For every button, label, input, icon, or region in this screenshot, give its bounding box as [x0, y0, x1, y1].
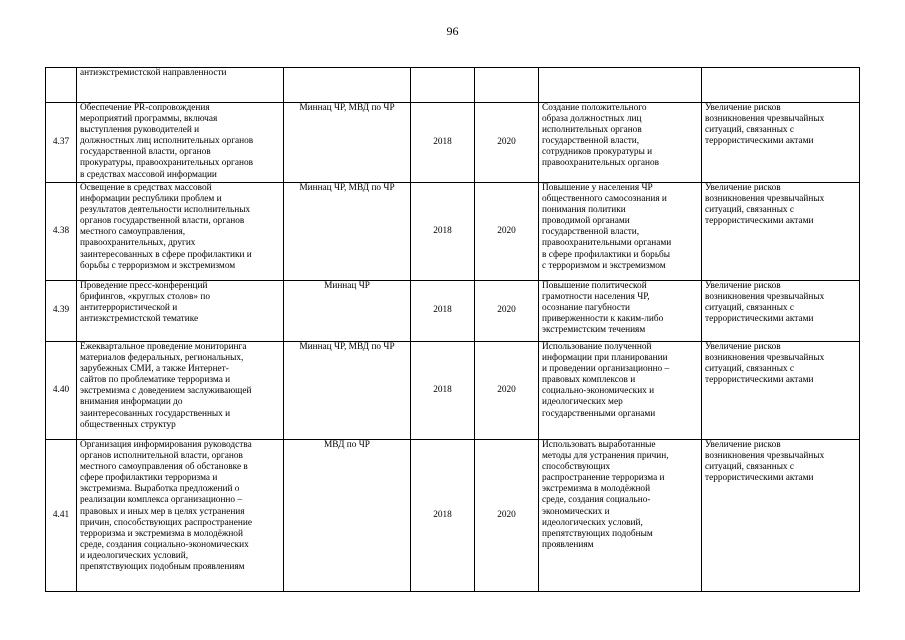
result-cell: [539, 68, 702, 103]
risk-cell: Увеличение рисков возникновения чрезвычайных ситуаций, связанных с террористическими актами: [702, 281, 860, 342]
item-number: 4.40: [46, 342, 77, 440]
start-year-cell: 2018: [411, 342, 475, 440]
action-cell: Освещение в средствах массовой информации республики проблем и результатов деятельности исполнительных органов государственной власти, органов местного самоуправления, правоохранительных, других заинтересованных в сфере профилактики и борьбы с терроризмом и экстремизмом: [77, 183, 284, 281]
risk-cell: Увеличение рисков возникновения чрезвычайных ситуаций, связанных с террористическими актами: [702, 342, 860, 440]
risk-cell: Увеличение рисков возникновения чрезвычайных ситуаций, связанных с террористическими актами: [702, 440, 860, 592]
action-cell: Ежеквартальное проведение мониторинга материалов федеральных, региональных, зарубежных СМИ, а также Интернет- сайтов по проблематике терроризма и экстремизма с доведением заслуживающей внимания информации до заинтересованных государственных и общественных структур: [77, 342, 284, 440]
start-year-cell: 2018: [411, 103, 475, 183]
table-row: [46, 183, 860, 281]
risk-cell: Увеличение рисков возникновения чрезвычайных ситуаций, связанных с террористическими актами: [702, 183, 860, 281]
table-row: [46, 281, 860, 342]
start-year-cell: 2018: [411, 281, 475, 342]
item-number: 4.39: [46, 281, 77, 342]
risk-cell: [702, 68, 860, 103]
start-year-cell: [411, 68, 475, 103]
result-cell: Использовать выработанные методы для устранения причин, способствующих распространение терроризма и экстремизма в молодёжной среде, создания социально- экономических и идеологических условий, препятствующих подобным проявлениям: [539, 440, 702, 592]
result-cell: Использование полученной информации при планировании и проведении организационно – правовых комплексов и социально-экономических и идеологических мер государственными органами: [539, 342, 702, 440]
executor-cell: Миннац ЧР, МВД по ЧР: [284, 183, 411, 281]
end-year-cell: [475, 68, 539, 103]
table-row: [46, 342, 860, 440]
start-year-cell: 2018: [411, 183, 475, 281]
executor-cell: [284, 68, 411, 103]
risk-cell: Увеличение рисков возникновения чрезвычайных ситуаций, связанных с террористическими актами: [702, 103, 860, 183]
item-number: 4.37: [46, 103, 77, 183]
start-year-cell: 2018: [411, 440, 475, 592]
end-year-cell: 2020: [475, 281, 539, 342]
end-year-cell: 2020: [475, 103, 539, 183]
end-year-cell: 2020: [475, 183, 539, 281]
executor-cell: Миннац ЧР, МВД по ЧР: [284, 342, 411, 440]
page-number: 96: [446, 24, 459, 38]
executor-cell: МВД по ЧР: [284, 440, 411, 592]
result-cell: Повышение политической грамотности населения ЧР, осознание пагубности приверженности к каким-либо экстремистским течениям: [539, 281, 702, 342]
action-cell: антиэкстремистской направленности: [77, 68, 284, 103]
table-row: [46, 68, 860, 103]
action-cell: Проведение пресс-конференций брифингов, «круглых столов» по антитеррористической и антиэкстремистской тематике: [77, 281, 284, 342]
action-cell: Обеспечение PR-сопровождения мероприятий программы, включая выступления руководителей и должностных лиц исполнительных органов государственной власти, органов прокуратуры, правоохранительных органов в средствах массовой информации: [77, 103, 284, 183]
end-year-cell: 2020: [475, 342, 539, 440]
executor-cell: Миннац ЧР, МВД по ЧР: [284, 103, 411, 183]
result-cell: Повышение у населения ЧР общественного самосознания и понимания политики проводимой органами государственной власти, правоохранительными органами в сфере профилактики и борьбы с терроризмом и экстремизмом: [539, 183, 702, 281]
item-number: [46, 68, 77, 103]
end-year-cell: 2020: [475, 440, 539, 592]
measures-table: [45, 67, 860, 592]
item-number: 4.38: [46, 183, 77, 281]
table-row: [46, 440, 860, 592]
executor-cell: Миннац ЧР: [284, 281, 411, 342]
result-cell: Создание положительного образа должностных лиц исполнительных органов государственной власти, сотрудников прокуратуры и правоохранительных органов: [539, 103, 702, 183]
table-row: [46, 103, 860, 183]
action-cell: Организация информирования руководства органов исполнительной власти, органов местного самоуправления об обстановке в сфере профилактики терроризма и экстремизма. Выработка предложений о реализации комплекса организационно – правовых и иных мер в целях устранения причин, способствующих распространение терроризма и экстремизма в молодёжной среде, создания социально-экономических и идеологических условий, препятствующих подобным проявлениям: [77, 440, 284, 592]
item-number: 4.41: [46, 440, 77, 592]
